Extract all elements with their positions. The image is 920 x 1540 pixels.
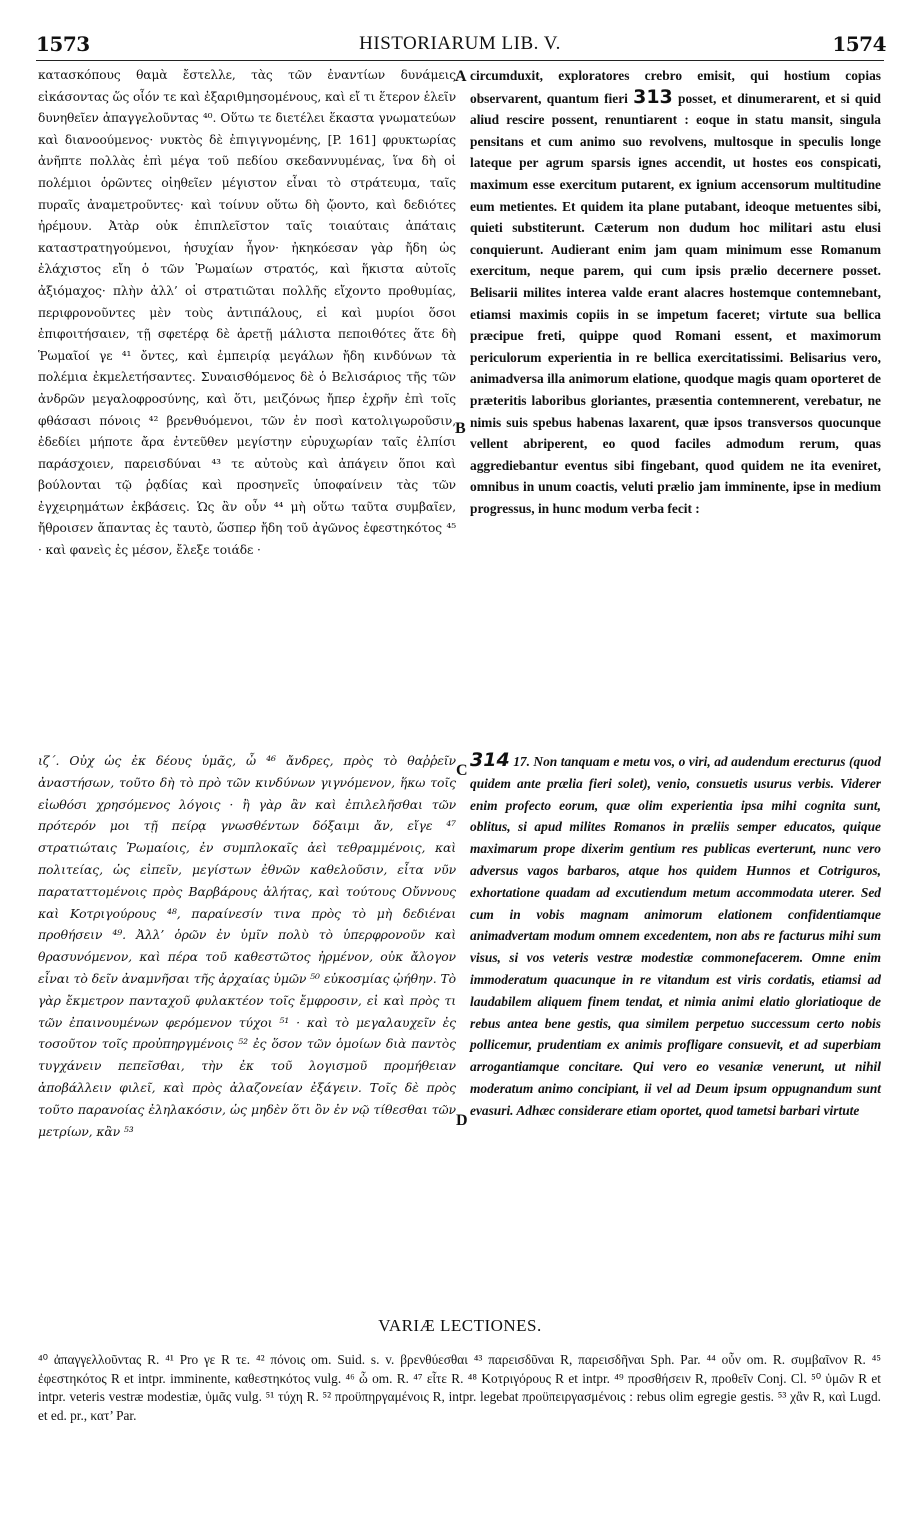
latin-paragraph-bottom [470, 750, 881, 1122]
greek-paragraph-top: κατασκόπους θαμὰ ἔστελλε, τὰς τῶν ἐναντίων δυνάμεις εἰκάσοντας ὥς οἷόν τε καὶ ἐξαριθμησομένους, καὶ εἴ τι ἕτερον ἑλεῖν δυνηθεῖεν ἀπαγγελοῦντας ⁴⁰. Οὕτω τε διετέλει ἕκαστα γνωματεύων καὶ διανοούμενος· νυκτὸς δὲ ἐπιγιγνομένης, [P. 161] φρυκτωρίας ἀνῆπτε πολλὰς ἐπὶ μέγα τοῦ πεδίου σκεδαννυμένας, ἵνα δὴ οἱ πολέμιοι ὁρῶντες οἰηθεῖεν μέγιστον εἶναι τὸ στράτευμα, ταῖς πυραῖς ἀναμετροῦντες· καὶ τοίνυν οὕτω δὴ ᾤοντο, καὶ δεδιότες ἠρέμουν. Ἀτὰρ οὐκ ἐπιπλεῖστον ταῖς τοιαύταις ἀπάταις καταστρατηγούμενοι, ἡσυχίαν ἦγον· ἠκηκόεσαν γὰρ ἤδη ὡς ἐλάχιστος εἴη ὁ τῶν Ῥωμαίων στρατός, καὶ ἥκιστα αὐτοῖς ἀξιόμαχος· πλὴν ἀλλ’ οἱ στρατιῶται πολλῆς εἴχοντο προθυμίας, περιφρονοῦντες μὲν τοὺς ἀντιπάλους, εἰ καὶ μυρίοι ὅσοι ἐπιφοιτήσαιεν, τῇ σφετέρᾳ δὲ ἀρετῇ μάλιστα πεποιθότες ἅτε δὴ Ῥωμαῖοί γε ⁴¹ ὄντες, καὶ ἐμπειρίᾳ μεγάλων ἤδη κινδύνων τὰ πολέμια ἐκμελετήσαντες. Συναισθόμενος δὲ ὁ Βελισάριος τῆς τῶν ἀνδρῶν μεγαλοφροσύνης, καὶ ὅτι, μειζόνως ἤπερ ἐχρῆν ἐπὶ τοῖς φθάσασι πόνοις ⁴² βρενθυόμενοι, τῶν ἐν ποσὶ κατολιγωροῦσιν, ἐδεδίει μήποτε ἄρα ἐντεῦθεν μεγίστην εὐρυχωρίαν ταῖς ἐλπίσι παράσχοιεν, παρεισδύναι ⁴³ τε αὐτοὺς καὶ ἀπάγειν ὅποι καὶ βούλονται τῷ ῥᾳδίας καὶ προσηνεῖς ὑποφαίνειν τὰς τῶν ἐγχειρημάτων ἐκβάσεις. Ὡς ἂν οὖν ⁴⁴ μὴ οὕτω ταῦτα συμβαῖεν, ἤθροισεν ἅπαντας ἐς ταυτὸ, ὥσπερ ἤδη τοῦ ἀγῶνος ἐφεστηκότος ⁴⁵ · καὶ φανεὶς ἐς μέσον, ἔλεξε τοιάδε · [38, 68, 456, 558]
greek-paragraph-bottom: ιζ΄. Οὐχ ὡς ἐκ δέους ὑμᾶς, ὦ ⁴⁶ ἄνδρες, πρὸς τὸ θαῤῥεῖν ἀναστήσων, τοῦτο δὴ τὸ πρὸ τῶν κινδύνων γιγνόμενον, ἥκω τοῖς εἰωθόσι χρησόμενος λόγοις · ἢ γὰρ ἂν καὶ ἐπιλελῆσθαι τῶν πρότερόν μοι τῇ πείρᾳ γνωσθέντων δόξαιμι ἄν, εἴγε ⁴⁷ στρατιώταις Ῥωμαίοις, ἐν συμπλοκαῖς ἀεὶ τεθραμμένοις, καὶ πολιτείας, ὡς εἰπεῖν, μεγίστων ἐθνῶν καθελοῦσιν, εἶτα νῦν παραταττομένοις πρὸς Βαρβάρους ἀλήτας, καὶ τούτους Οὔννους καὶ Κοτριγούρους ⁴⁸, παραίνεσίν τινα πρὸς τὸ μὴ δεδιέναι προθήσειν ⁴⁹. Ἀλλ’ ὁρῶν ἐν ὑμῖν πολὺ τὸ ὑπερφρονοῦν καὶ θρασυνόμενον, καὶ πέρα τοῦ καθεστῶτος ἠρμένον, οὐκ ἄλογον εἶναι τὸ δεῖν ἀναμνῆσαι τῆς ἀρχαίας ὑμῶν ⁵⁰ εὐκοσμίας ᾠήθην. Τὸ γὰρ ἔκμετρον πανταχοῦ φυλακτέον τοῖς ἔμφροσιν, εἰ καὶ πρὸς τι τῶν ἐπαινουμένων φερόμενον τύχοι ⁵¹ · καὶ τὸ μεγαλαυχεῖν ἐς τοσοῦτον τοῖς προὐπηργμένοις ⁵² ἐς ὅσον τῶν ὁμοίων διὰ παντὸς τυγχάνειν πεπεῖσθαι, τὴν ἐκ τοῦ λογισμοῦ προμήθειαν ἀποβάλλειν φιλεῖ, καὶ πρὸς ἀλαζονείαν ἐξάγειν. Τοῖς δὲ πρὸς τοῦτο παρανοίας ἐληλακόσιν, ὡς μηδὲν ὅτι ὂν ἐν νῷ τίθεσθαι τῶν μετρίων, κἂν ⁵³ [38, 753, 456, 1139]
header-rule [36, 60, 884, 61]
margin-marker-b: B [455, 420, 466, 437]
page-number-left: 1573 [36, 32, 90, 56]
latin-column-top [470, 65, 881, 519]
greek-column-top [38, 65, 456, 562]
edition-page-number: 314 [470, 749, 510, 771]
page-header [22, 26, 898, 56]
latin-column-bottom [470, 750, 881, 1122]
latin-text-top-part1: circumduxit, exploratores crebro emisit, qui hostium copias observarent, quantum fieri [470, 68, 881, 106]
variae-lectiones-notes: ⁴⁰ ἀπαγγελλοῦντας R. ⁴¹ Pro γε R τε. ⁴² πόνοις om. Suid. s. v. βρενθύεσθαι ⁴³ παρεισδῦναι R, παρεισδῆναι Sph. Par. ⁴⁴ οὖν om. R. συμβαῖνον R. ⁴⁵ ἐφεστηκότος R et intpr. imminente, καθεστηκότος vulg. ⁴⁶ ὦ om. R. ⁴⁷ εἶτε R. ⁴⁸ Κοτριγόρους R et intpr. ⁴⁹ προσθήσειν R, προθεῖν Conj. Cl. ⁵⁰ ὑμῶν R et intpr. veteris vestræ modestiæ, ὑμᾶς vulg. ⁵¹ τύχη R. ⁵² προϋπηργαμένοις R, intpr. legebat προϋπειργασμένοις : rebus olim egregie gestis. ⁵³ χἂν R, καὶ Lugd. et ed. pr., κατ’ Par. [38, 1352, 881, 1423]
page-number-right: 1574 [832, 32, 886, 56]
edition-page-number: 313 [633, 85, 673, 108]
margin-marker-d: D [456, 1112, 468, 1129]
variae-lectiones-heading: VARIÆ LECTIONES. [378, 1316, 542, 1335]
margin-marker-c: C [456, 762, 468, 779]
margin-marker-a: A [455, 68, 467, 85]
latin-paragraph-top [470, 65, 881, 519]
latin-text-top-part2: posset, et dinumerarent, et si quid aliud rescire possent, renuntiarent : eoque in statu mansit, singula pensitans et cum animo suo revolvens, multosque in speculis longe lateque per agrum sparsis ignes accendit, ut hostes eos conspicati, maximum esse exercitum putarent, ex ignium accensorum multitudine eum metientes. Et quidem ita plane putabant, ideoque metuentes sibi, quieti substiterunt. Cæterum non dudum hoc militari astu elusi conquierunt. Audierant enim jam quam minimum esse Romanum exercitum, neque parem, qui cum ipsis prælio decernere posset. Belisarii milites interea valde erant alacres hostemque contemnebant, etiamsi maximis copiis in se impetum faceret; virtute sua bellica præcipue freti, quippe quod Romani essent, et maximorum periculorum experientia in re bellica exercitatissimi. Belisarius vero, animadversa illa animorum elatione, quodque magis quam oporteret de præteritis laboribus gloriantes, præsentia contemnerent, verebatur, ne nimis suis spebus habenas laxarent, quæ ipsos transversos quocunque vellent abriperent, eo quod faciles admodum rerum, quas aggrediebantur eventus sibi fingebant, quod quidem ne ita eveniret, omnibus in unum coactis, veluti prælio jam imminente, ipse in medium progressus, in hunc modum verba fecit : [470, 90, 881, 516]
greek-column-bottom [38, 750, 456, 1142]
latin-text-bottom: 17. Non tanquam e metu vos, o viri, ad audendum erecturus (quod quidem ante prælia fieri solet), venio, consuetis usurus verbis. Viderer enim profecto eorum, quæ olim experientia ipsa mihi cognita sunt, oblitus, si apud milites Romanos in præliis semper educatos, quique maximarum prope dixerim gentium res publicas everterunt, nunc vero adversus vagos barbaros, atque hos quidem Hunnos et Cotriguros, exhortatione quadam ad excutiendum metum accommodata uterer. Sed cum in vobis magnam animorum elationem confidentiamque animadvertam modum omnem excedentem, non abs re facturus mihi sum visus, si vos veteris vestræ modestiæ commonefacerem. Omne enim immoderatum quacunque in re vitandum est viris cordatis, etiamsi ad laudabilem aliquem finem tendat, et nimia animi elatio gloriatioque de rebus antea bene gestis, qua similem perpetuo successum certo nobis pollicemur, prudentiam ex animis profligare consuevit, et ad superbiam arrogantiamque concitare. Qui vero eo vesaniæ venerunt, ut nihil moderatum animo concipiant, ii vel ad Deum ipsum oppugnandum sunt evasuri. Adhæc considerare etiam oportet, quod tametsi barbari virtute [470, 754, 881, 1118]
running-title: HISTORIARUM LIB. V. [359, 33, 561, 54]
